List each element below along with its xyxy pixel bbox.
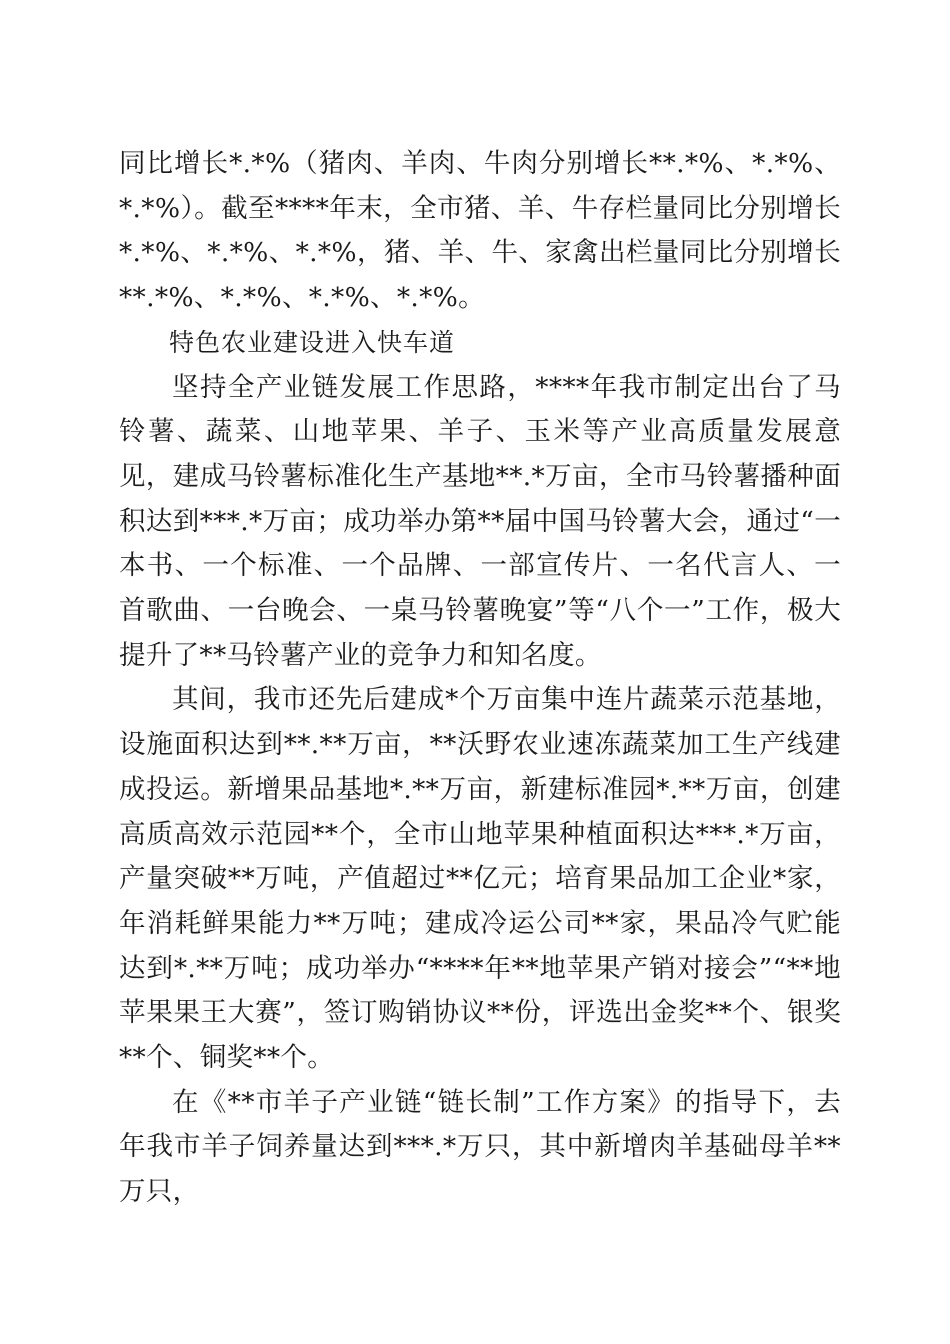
section-heading-specialty-agriculture: 特色农业建设进入快车道 xyxy=(169,327,456,357)
document-body xyxy=(119,142,841,1215)
paragraph-vegetable-fruit: 其间，我市还先后建成*个万亩集中连片蔬菜示范基地，设施面积达到**.**万亩，**沃野农业速冻蔬菜加工生产线建成投运。新增果品基地*.**万亩，新建标准园*.**万亩，创建高质高效示范园**个，全市山地苹果种植面积达***.*万亩，产量突破**万吨，产值超过**亿元；培育果品加工企业*家，年消耗鲜果能力**万吨；建成冷运公司**家，果品冷气贮能达到*.**万吨；成功举办“****年**地苹果产销对接会”“**地苹果果王大赛”，签订购销协议**份，评选出金奖**个、银奖**个、铜奖**个。 xyxy=(119,684,841,1074)
paragraph-sheep-industry: 在《**市羊子产业链“链长制”工作方案》的指导下，去年我市羊子饲养量达到***.*万只，其中新增肉羊基础母羊**万只， xyxy=(119,1086,841,1208)
paragraph-livestock-growth: 同比增长*.*%（猪肉、羊肉、牛肉分别增长**.*%、*.*%、*.*%）。截至****年末，全市猪、羊、牛存栏量同比分别增长*.*%、*.*%、*.*%，猪、羊、牛、家禽出栏量同比分别增长**.*%、*.*%、*.*%、*.*%。 xyxy=(119,148,841,314)
paragraph-potato-industry: 坚持全产业链发展工作思路，****年我市制定出台了马铃薯、蔬菜、山地苹果、羊子、玉米等产业高质量发展意见，建成马铃薯标准化生产基地**.*万亩，全市马铃薯播种面积达到***.*万亩；成功举办第**届中国马铃薯大会，通过“一本书、一个标准、一个品牌、一部宣传片、一名代言人、一首歌曲、一台晚会、一桌马铃薯晚宴”等“八个一”工作，极大提升了**马铃薯产业的竞争力和知名度。 xyxy=(119,371,841,671)
